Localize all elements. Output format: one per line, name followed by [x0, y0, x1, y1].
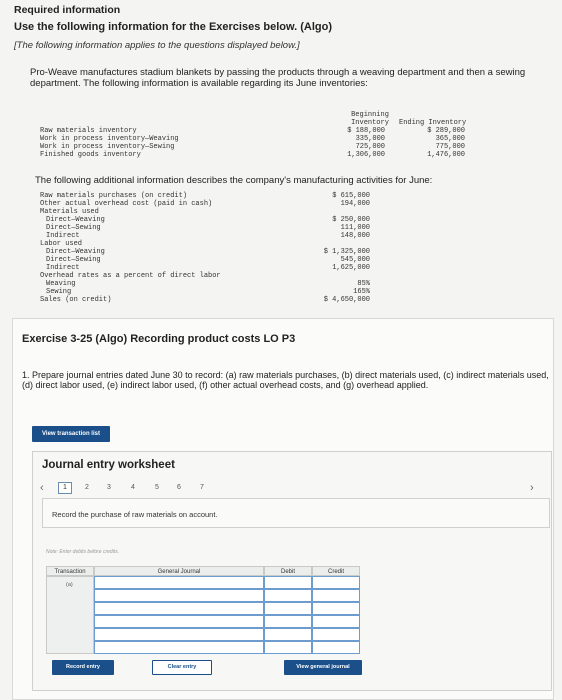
- debit-column-header: Debit: [264, 566, 312, 576]
- additional-info-text: The following additional information describes the company's manufacturing activities for June:: [35, 175, 433, 186]
- worksheet-pager: [40, 482, 550, 496]
- general-journal-column-header: General Journal: [94, 566, 264, 576]
- activity-value: 545,000: [340, 256, 370, 264]
- clear-entry-button[interactable]: Clear entry: [152, 660, 212, 675]
- page-3-tab[interactable]: 3: [107, 484, 111, 491]
- activity-row: [40, 225, 370, 233]
- general-journal-input[interactable]: [94, 576, 264, 589]
- activity-label: Direct—Weaving: [46, 248, 105, 256]
- activity-row: [40, 257, 370, 265]
- page-2-tab[interactable]: 2: [85, 484, 89, 491]
- activity-label: Direct—Weaving: [46, 216, 105, 224]
- page-4-tab[interactable]: 4: [131, 484, 135, 491]
- debit-input[interactable]: [264, 602, 312, 615]
- beginning-value: $ 188,000: [347, 127, 385, 135]
- activity-value: $ 250,000: [332, 216, 370, 224]
- chevron-left-icon[interactable]: ‹: [40, 482, 44, 494]
- activity-row: [40, 273, 370, 281]
- page-1-tab[interactable]: 1: [58, 482, 72, 494]
- beginning-inventory-header: Beginning Inventory: [351, 111, 389, 127]
- view-general-journal-button[interactable]: View general journal: [284, 660, 362, 675]
- credit-input[interactable]: [312, 628, 360, 641]
- inventory-label: Finished goods inventory: [40, 151, 141, 159]
- activity-row: [40, 281, 370, 289]
- general-journal-input[interactable]: [94, 641, 264, 654]
- activity-value: $ 4,650,000: [323, 296, 370, 304]
- page-7-tab[interactable]: 7: [200, 484, 204, 491]
- activity-label: Other actual overhead cost (paid in cash): [40, 200, 213, 208]
- general-journal-input[interactable]: [94, 589, 264, 602]
- general-journal-input[interactable]: [94, 615, 264, 628]
- activity-label: Materials used: [40, 208, 99, 216]
- exercise-title: Exercise 3-25 (Algo) Recording product costs LO P3: [22, 333, 296, 345]
- beginning-value: 1,306,000: [347, 151, 385, 159]
- debit-input[interactable]: [264, 589, 312, 602]
- inventory-table: [40, 111, 467, 172]
- transaction-label: (a): [66, 582, 73, 588]
- activity-value: 111,000: [340, 224, 370, 232]
- worksheet-title: Journal entry worksheet: [42, 459, 175, 471]
- beginning-value: 335,000: [355, 135, 385, 143]
- exercise-instructions: 1. Prepare journal entries dated June 30 to record: (a) raw materials purchases, (b) direct materials used, (c) indirect materials used, (d) direct labor used, (e) indirect labor used, (f) other actual overhead costs, and (g) overhead applied.: [22, 370, 549, 390]
- debit-input[interactable]: [264, 615, 312, 628]
- page-6-tab[interactable]: 6: [177, 484, 181, 491]
- credit-input[interactable]: [312, 589, 360, 602]
- inventory-label: Raw materials inventory: [40, 127, 137, 135]
- activity-label: Indirect: [46, 232, 80, 240]
- activity-label: Raw materials purchases (on credit): [40, 192, 188, 200]
- debits-note: Note: Enter debits before credits.: [46, 549, 120, 555]
- credit-input[interactable]: [312, 602, 360, 615]
- applies-note: [The following information applies to the questions displayed below.]: [14, 40, 300, 51]
- activity-value: $ 1,325,000: [323, 248, 370, 256]
- debit-input[interactable]: [264, 628, 312, 641]
- beginning-value: 725,000: [355, 143, 385, 151]
- worksheet-instruction: Record the purchase of raw materials on account.: [52, 510, 218, 519]
- ending-value: 1,476,000: [427, 151, 465, 159]
- debit-input[interactable]: [264, 641, 312, 654]
- activity-value: 148,000: [340, 232, 370, 240]
- activity-value: 194,000: [340, 200, 370, 208]
- activity-label: Direct—Sewing: [46, 224, 101, 232]
- ending-inventory-header: Ending Inventory: [399, 119, 467, 127]
- general-journal-input[interactable]: [94, 602, 264, 615]
- activity-label: Sewing: [46, 288, 72, 296]
- required-information-title: Required information: [14, 4, 121, 16]
- ending-value: 365,000: [435, 135, 465, 143]
- activity-value: 85%: [357, 280, 370, 288]
- debit-input[interactable]: [264, 576, 312, 589]
- activity-row: [40, 233, 370, 241]
- page-5-tab[interactable]: 5: [155, 484, 159, 491]
- activity-row: [40, 297, 370, 305]
- intro-paragraph: Pro-Weave manufactures stadium blankets by passing the products through a weaving department and then a sewing department. The following information is available regarding its June inventories:: [30, 67, 526, 89]
- inventory-row: [40, 152, 470, 160]
- activity-value: 165%: [353, 288, 370, 296]
- transaction-column-header: Transaction: [46, 566, 94, 576]
- credit-input[interactable]: [312, 615, 360, 628]
- ending-value: 775,000: [435, 143, 465, 151]
- record-entry-button[interactable]: Record entry: [52, 660, 114, 675]
- credit-column-header: Credit: [312, 566, 360, 576]
- use-following-heading: Use the following information for the Exercises below. (Algo): [14, 21, 333, 33]
- activity-label: Weaving: [46, 280, 76, 288]
- view-transaction-list-button[interactable]: View transaction list: [32, 426, 110, 442]
- activity-label: Indirect: [46, 264, 80, 272]
- activity-value: 1,625,000: [332, 264, 370, 272]
- general-journal-input[interactable]: [94, 628, 264, 641]
- activity-label: Sales (on credit): [40, 296, 112, 304]
- chevron-right-icon[interactable]: ›: [530, 482, 534, 494]
- activity-value: $ 615,000: [332, 192, 370, 200]
- activity-label: Overhead rates as a percent of direct labor: [40, 272, 221, 280]
- inventory-label: Work in process inventory—Sewing: [40, 143, 175, 151]
- inventory-label: Work in process inventory—Weaving: [40, 135, 179, 143]
- credit-input[interactable]: [312, 641, 360, 654]
- ending-value: $ 289,000: [427, 127, 465, 135]
- credit-input[interactable]: [312, 576, 360, 589]
- activity-label: Direct—Sewing: [46, 256, 101, 264]
- activity-label: Labor used: [40, 240, 83, 248]
